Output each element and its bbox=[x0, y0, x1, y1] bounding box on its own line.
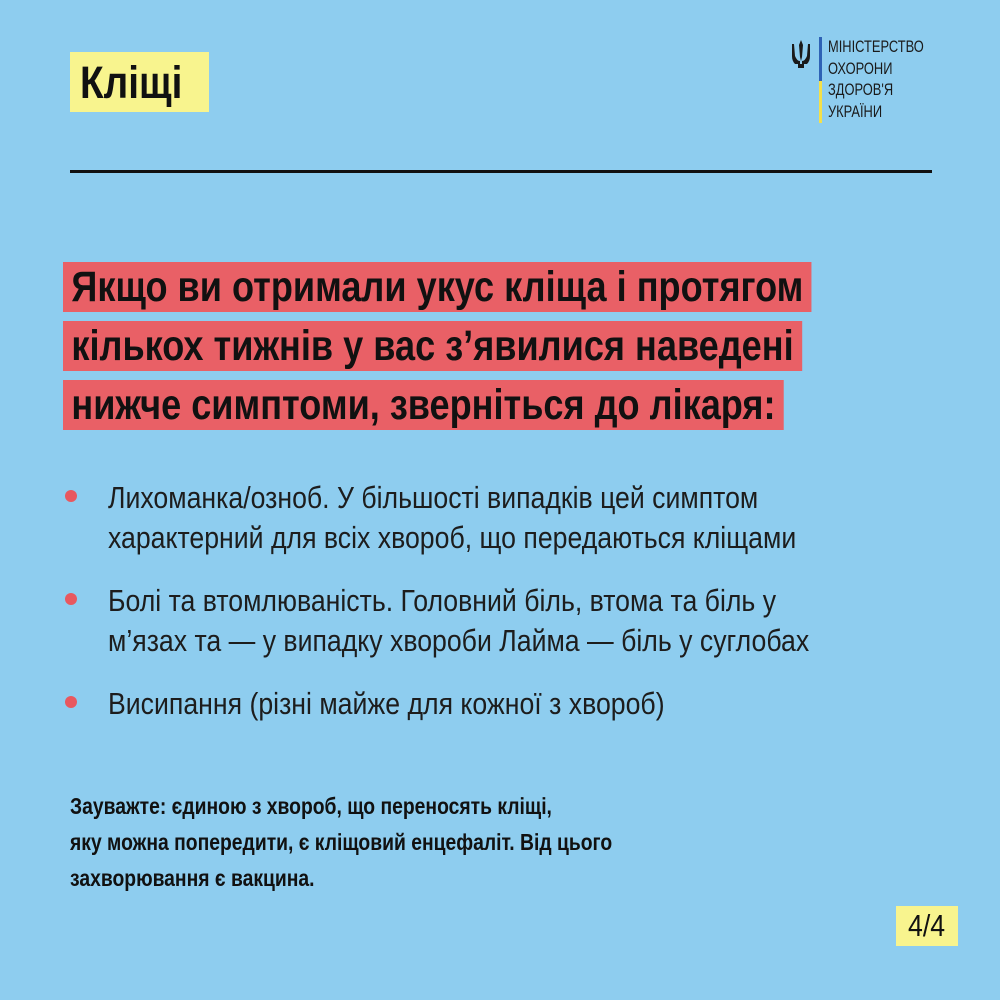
bullet-dot-icon bbox=[65, 490, 77, 502]
symptom-list bbox=[62, 478, 962, 747]
bullet-dot-icon bbox=[65, 696, 77, 708]
trident-icon bbox=[790, 39, 812, 69]
list-item-text bbox=[108, 581, 968, 661]
logo-line: ЗДОРОВ'Я bbox=[828, 81, 894, 99]
logo-line: ОХОРОНИ bbox=[828, 59, 893, 78]
heading-line bbox=[63, 262, 963, 312]
page-counter bbox=[896, 906, 958, 946]
logo-stripe-yellow bbox=[819, 81, 822, 123]
header-divider bbox=[70, 170, 932, 173]
list-item bbox=[62, 581, 962, 661]
heading-line bbox=[63, 321, 963, 371]
note-line: Зауважте: єдиною з хвороб, що переносять кліщі, bbox=[70, 793, 552, 819]
list-item-line: м’язах та — у випадку хвороби Лайма — біль у суглобах bbox=[108, 623, 810, 658]
page-title-highlight bbox=[70, 52, 209, 112]
heading-line bbox=[63, 380, 963, 430]
note-line: яку можна попередити, є кліщовий енцефаліт. Від цього bbox=[70, 829, 613, 855]
list-item-line: характерний для всіх хвороб, що передаються кліщами bbox=[108, 520, 797, 555]
heading-line-text: Якщо ви отримали укус кліща і протягом bbox=[63, 262, 812, 312]
ministry-logo bbox=[790, 37, 950, 127]
list-item-line: Висипання (різні майже для кожної з хвороб) bbox=[108, 686, 665, 721]
list-item-line: Болі та втомлюваність. Головний біль, втома та біль у bbox=[108, 583, 777, 618]
logo-stripe-blue bbox=[819, 37, 822, 81]
logo-line: УКРАЇНИ bbox=[828, 102, 883, 121]
logo-text bbox=[828, 37, 924, 123]
vaccine-note bbox=[70, 788, 910, 896]
page-counter-label: 4/4 bbox=[908, 908, 946, 943]
list-item-text bbox=[108, 684, 968, 724]
list-item-text bbox=[108, 478, 968, 558]
note-line: захворювання є вакцина. bbox=[70, 865, 315, 891]
warning-heading bbox=[63, 262, 963, 439]
logo-line: МІНІСТЕРСТВО bbox=[828, 38, 924, 56]
list-item bbox=[62, 478, 962, 558]
bullet-dot-icon bbox=[65, 593, 77, 605]
list-item bbox=[62, 684, 962, 724]
page-title: Кліщі bbox=[80, 56, 183, 108]
list-item-line: Лихоманка/озноб. У більшості випадків цей симптом bbox=[108, 480, 759, 515]
heading-line-text: кількох тижнів у вас з’явилися наведені bbox=[63, 321, 802, 371]
heading-line-text: нижче симптоми, зверніться до лікаря: bbox=[63, 380, 784, 430]
